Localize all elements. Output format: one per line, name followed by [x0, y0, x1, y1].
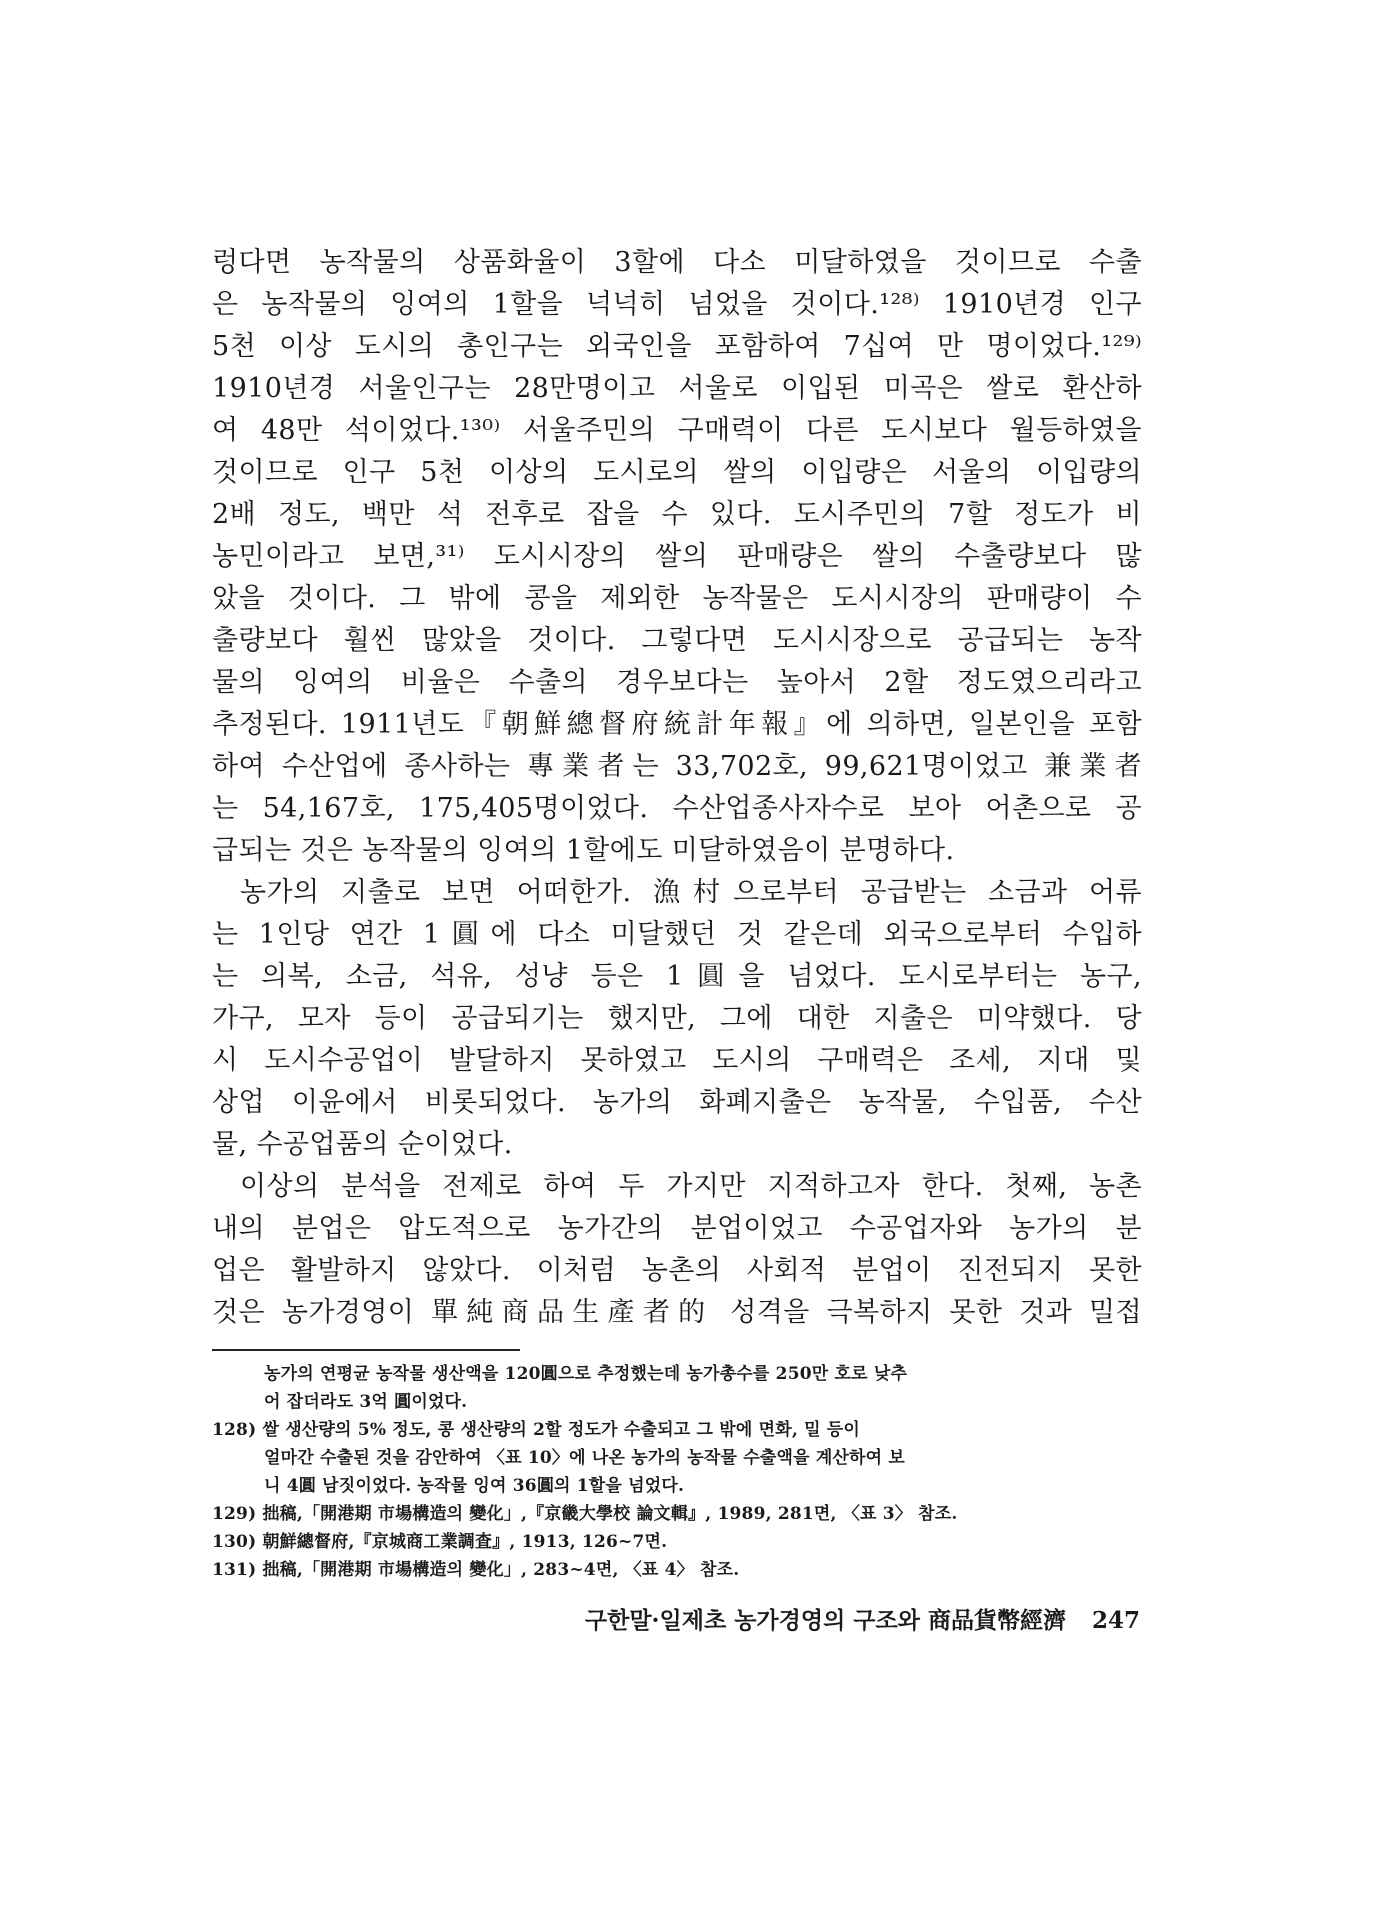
body-line: 추정된다. 1911년도『朝鮮總督府統計年報』에 의하면, 일본인을 포함 — [212, 709, 1142, 740]
footnotes — [212, 1360, 1142, 1584]
body-line: 물, 수공업품의 순이었다. — [212, 1129, 513, 1160]
body-line: 렁다면 농작물의 상품화율이 3할에 다소 미달하였을 것이므로 수출 — [212, 247, 1142, 278]
running-footer — [585, 1602, 1140, 1635]
body-line: 2배 정도, 백만 석 전후로 잡을 수 있다. 도시주민의 7할 정도가 비 — [212, 499, 1142, 530]
footnote-line: 128) 쌀 생산량의 5% 정도, 콩 생산량의 2할 정도가 수출되고 그 밖에 면화, 밀 등이 — [212, 1420, 861, 1440]
body-line: 하여 수산업에 종사하는 專業者는 33,702호, 99,621명이었고 兼業者 — [212, 751, 1142, 782]
footnote-line: 129) 拙稿,「開港期 市場構造의 變化」,『京畿大學校 論文輯』, 1989, 281면, 〈표 3〉 참조. — [212, 1504, 958, 1524]
body-line: 물의 잉여의 비율은 수출의 경우보다는 높아서 2할 정도였으리라고 — [212, 667, 1142, 698]
body-line: 것은 농가경영이 單純商品生產者的 성격을 극복하지 못한 것과 밀접 — [212, 1297, 1142, 1328]
body-line: 내의 분업은 압도적으로 농가간의 분업이었고 수공업자와 농가의 분 — [212, 1213, 1142, 1244]
footnote-line: 131) 拙稿,「開港期 市場構造의 變化」, 283~4면, 〈표 4〉 참조. — [212, 1560, 740, 1580]
body-line: 급되는 것은 농작물의 잉여의 1할에도 미달하였음이 분명하다. — [212, 835, 955, 866]
body-line: 시 도시수공업이 발달하지 못하였고 도시의 구매력은 조세, 지대 및 — [212, 1045, 1142, 1076]
body-line: 농민이라고 보면,³¹⁾ 도시시장의 쌀의 판매량은 쌀의 수출량보다 많 — [212, 541, 1142, 572]
page-number: 247 — [1091, 1607, 1140, 1634]
footnote-line: 어 잡더라도 3억 圓이었다. — [264, 1392, 468, 1412]
body-line: 는 의복, 소금, 석유, 성냥 등은 1圓을 넘었다. 도시로부터는 농구, — [212, 961, 1142, 992]
body-line: 상업 이윤에서 비롯되었다. 농가의 화폐지출은 농작물, 수입품, 수산 — [212, 1087, 1142, 1118]
body-line: 5천 이상 도시의 총인구는 외국인을 포함하여 7십여 만 명이었다.¹²⁹⁾ — [212, 331, 1142, 362]
body-text — [212, 242, 1142, 1334]
footnote-line: 농가의 연평균 농작물 생산액을 120圓으로 추정했는데 농가총수를 250만 호로 낮추 — [264, 1364, 908, 1384]
running-title: 구한말·일제초 농가경영의 구조와 商品貨幣經濟 — [584, 1607, 1066, 1634]
body-line: 은 농작물의 잉여의 1할을 넉넉히 넘었을 것이다.¹²⁸⁾ 1910년경 인구 — [212, 289, 1142, 320]
body-line: 는 54,167호, 175,405명이었다. 수산업종사자수로 보아 어촌으로 공 — [212, 793, 1142, 824]
body-line: 업은 활발하지 않았다. 이처럼 농촌의 사회적 분업이 진전되지 못한 — [212, 1255, 1142, 1286]
body-line: 가구, 모자 등이 공급되기는 했지만, 그에 대한 지출은 미약했다. 당 — [212, 1003, 1142, 1034]
footnote-divider — [212, 1349, 520, 1351]
body-line: 이상의 분석을 전제로 하여 두 가지만 지적하고자 한다. 첫째, 농촌 — [240, 1171, 1142, 1202]
body-line: 것이므로 인구 5천 이상의 도시로의 쌀의 이입량은 서울의 이입량의 — [212, 457, 1142, 488]
footnote-line: 얼마간 수출된 것을 감안하여 〈표 10〉에 나온 농가의 농작물 수출액을 계산하여 보 — [264, 1448, 906, 1468]
body-line: 여 48만 석이었다.¹³⁰⁾ 서울주민의 구매력이 다른 도시보다 월등하였을 — [212, 415, 1142, 446]
body-line: 았을 것이다. 그 밖에 콩을 제외한 농작물은 도시시장의 판매량이 수 — [212, 583, 1142, 614]
footnote-line: 130) 朝鮮總督府,『京城商工業調査』, 1913, 126~7면. — [212, 1532, 668, 1552]
footnote-line: 니 4圓 남짓이었다. 농작물 잉여 36圓의 1할을 넘었다. — [264, 1476, 685, 1496]
body-line: 농가의 지출로 보면 어떠한가. 漁村으로부터 공급받는 소금과 어류 — [240, 877, 1142, 908]
body-line: 는 1인당 연간 1圓에 다소 미달했던 것 같은데 외국으로부터 수입하 — [212, 919, 1142, 950]
body-line: 1910년경 서울인구는 28만명이고 서울로 이입된 미곡은 쌀로 환산하 — [212, 373, 1142, 404]
body-line: 출량보다 훨씬 많았을 것이다. 그렇다면 도시시장으로 공급되는 농작 — [212, 625, 1142, 656]
